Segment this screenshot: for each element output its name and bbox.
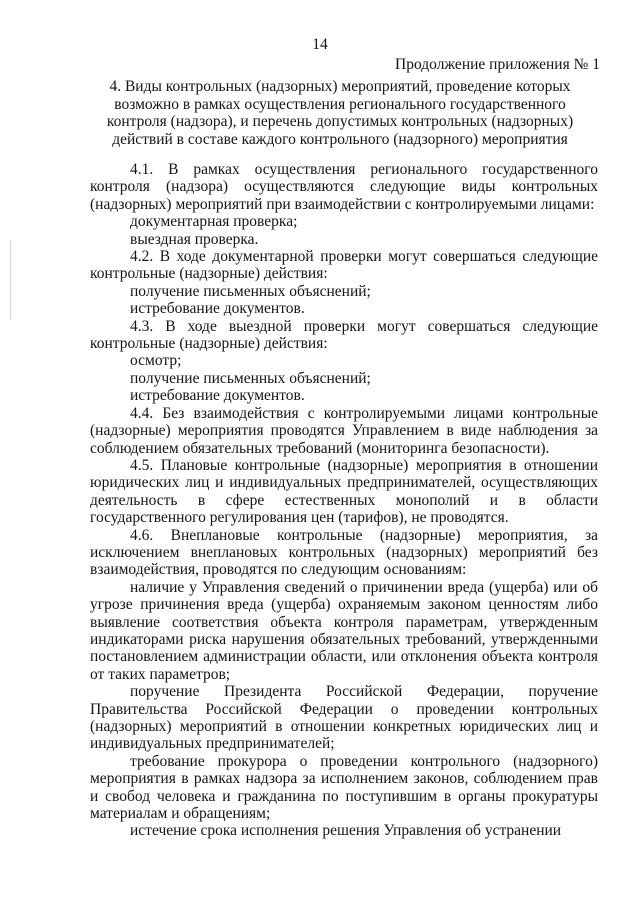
list-item: получение письменных объяснений; <box>130 369 371 387</box>
paragraph: 4.1. В рамках осуществления регионального государственного контроля (надзора) осуществляются следующие виды контрольных (надзорных) мероприятий при взаимодействии с контролируемыми лицами: <box>90 161 598 213</box>
list-item: истребование документов. <box>130 387 305 405</box>
paragraph: истечение срока исполнения решения Управления об устранении <box>130 822 562 840</box>
scan-margin-mark <box>10 240 11 320</box>
list-item: осмотр; <box>130 352 182 370</box>
paragraph: поручение Президента Российской Федерации, поручение Правительства Российской Федерации о проведении контрольных (надзорных) мероприятий в отношении конкретных юридических лиц и индивидуальных предпринимателей; <box>90 683 598 753</box>
paragraph: 4.3. В ходе выездной проверки могут совершаться следующие контрольные (надзорные) действия: <box>90 317 598 353</box>
list-item: документарная проверка; <box>130 213 298 231</box>
list-item: получение письменных объяснений; <box>130 282 371 300</box>
section-title: 4. Виды контрольных (надзорных) мероприятий, проведение которых возможно в рамках осуществления регионального государственного контроля (надзора), и перечень допустимых контрольных (надзорных) действий в составе каждого контрольного (надзорного) мероприятия <box>106 78 574 148</box>
paragraph: наличие у Управления сведений о причинении вреда (ущерба) или об угрозе причинения вреда (ущерба) охраняемым законом ценностям либо выявление соответствия объекта контроля параметрам, утвержденным индикаторами риска нарушения обязательных требований, утвержденными постановлением администрации области, или отклонения объекта контроля от таких параметров; <box>90 578 598 683</box>
paragraph: 4.2. В ходе документарной проверки могут совершаться следующие контрольные (надзорные) действия: <box>90 248 598 283</box>
page-number: 14 <box>312 36 328 53</box>
paragraph: 4.4. Без взаимодействия с контролируемыми лицами контрольные (надзорные) мероприятия проводятся Управлением в виде наблюдения за соблюдением обязательных требований (мониторинга безопасности). <box>90 404 598 457</box>
list-item: истребование документов. <box>130 300 305 318</box>
paragraph: требование прокурора о проведении контрольного (надзорного) мероприятия в рамках надзора за исполнением законов, соблюдением прав и свобод человека и гражданина по поступившим в органы прокуратуры материалам и обращениям; <box>90 752 598 823</box>
paragraph: 4.6. Внеплановые контрольные (надзорные) мероприятия, за исключением внеплановых контрольных (надзорных) мероприятий без взаимодействия, проводятся по следующим основаниям: <box>90 526 598 579</box>
appendix-continuation-note: Продолжение приложения № 1 <box>395 56 600 73</box>
paragraph: 4.5. Плановые контрольные (надзорные) мероприятия в отношении юридических лиц и индивидуальных предпринимателей, осуществляющих деятельность в сфере естественных монополий и в области государственного регулирования цен (тарифов), не проводятся. <box>90 456 598 527</box>
list-item: выездная проверка. <box>130 230 259 248</box>
document-body <box>90 161 598 840</box>
